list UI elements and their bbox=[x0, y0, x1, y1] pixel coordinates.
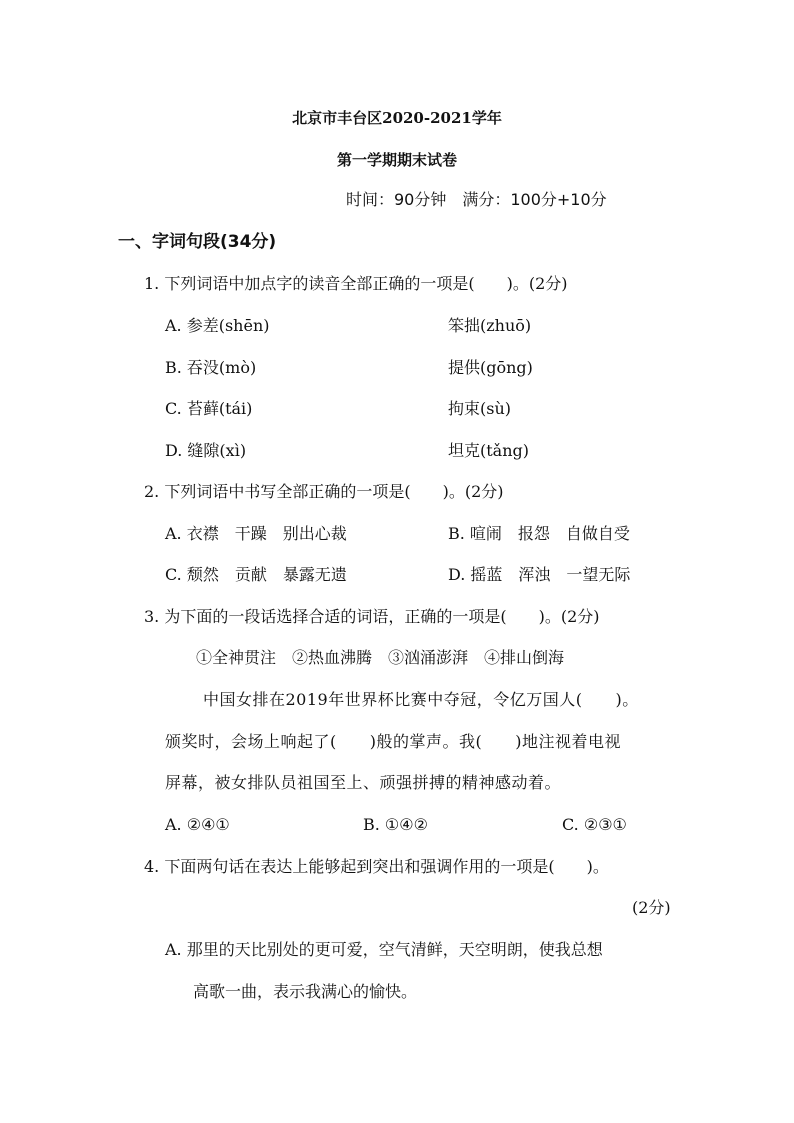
q3-option-b: B. ①④② bbox=[363, 815, 428, 834]
q3-passage-line-3: 屏幕，被女排队员祖国至上、顽强拼搏的精神感动着。 bbox=[165, 773, 562, 792]
q2-option-a: A. 衣襟 干躁 别出心裁 bbox=[165, 524, 347, 543]
q1-option-c: C. 苔藓(tái) bbox=[165, 399, 253, 418]
q4-option-a-line-1: A. 那里的天比别处的更可爱，空气清鲜，天空明朗，使我总想 bbox=[165, 940, 603, 959]
question-4-stem: 4. 下面两句话在表达上能够起到突出和强调作用的一项是( )。 bbox=[144, 857, 609, 876]
q4-score: (2分) bbox=[632, 898, 671, 917]
q1-option-b-word2: 提供(gōng) bbox=[448, 358, 533, 377]
q2-option-c: C. 颓然 贡献 暴露无遗 bbox=[165, 565, 347, 584]
q1-option-d-word2: 坦克(tǎng) bbox=[448, 441, 530, 460]
q1-option-c-word2: 拘束(sù) bbox=[448, 399, 512, 418]
q3-passage-line-1: 中国女排在2019年世界杯比赛中夺冠，令亿万国人( )。 bbox=[203, 690, 639, 709]
question-1-stem: 1. 下列词语中加点字的读音全部正确的一项是( )。(2分) bbox=[144, 274, 568, 293]
exam-meta: 时间：90分钟 满分：100分+10分 bbox=[346, 190, 607, 209]
q2-option-b: B. 喧闹 报怨 自做自受 bbox=[448, 524, 630, 543]
q1-option-b: B. 吞没(mò) bbox=[165, 358, 257, 377]
exam-title: 北京市丰台区2020-2021学年 bbox=[292, 109, 502, 127]
q1-option-a-word2: 笨拙(zhuō) bbox=[448, 316, 532, 335]
q3-option-c: C. ②③① bbox=[562, 815, 627, 834]
q4-option-a-line-2: 高歌一曲，表示我满心的愉快。 bbox=[193, 982, 418, 1001]
q3-word-choices: ①全神贯注 ②热血沸腾 ③汹涌澎湃 ④排山倒海 bbox=[196, 648, 565, 667]
q3-option-a: A. ②④① bbox=[165, 815, 230, 834]
q1-option-d: D. 缝隙(xì) bbox=[165, 441, 247, 460]
q3-passage-line-2: 颁奖时，会场上响起了( )般的掌声。我( )地注视着电视 bbox=[165, 732, 621, 751]
section-title: 一、字词句段(34分) bbox=[118, 232, 277, 252]
q1-option-a: A. 参差(shēn) bbox=[165, 316, 270, 335]
question-2-stem: 2. 下列词语中书写全部正确的一项是( )。(2分) bbox=[144, 482, 504, 501]
q2-option-d: D. 摇蓝 浑浊 一望无际 bbox=[448, 565, 631, 584]
exam-subtitle: 第一学期期末试卷 bbox=[336, 151, 457, 169]
question-3-stem: 3. 为下面的一段话选择合适的词语，正确的一项是( )。(2分) bbox=[144, 607, 600, 626]
